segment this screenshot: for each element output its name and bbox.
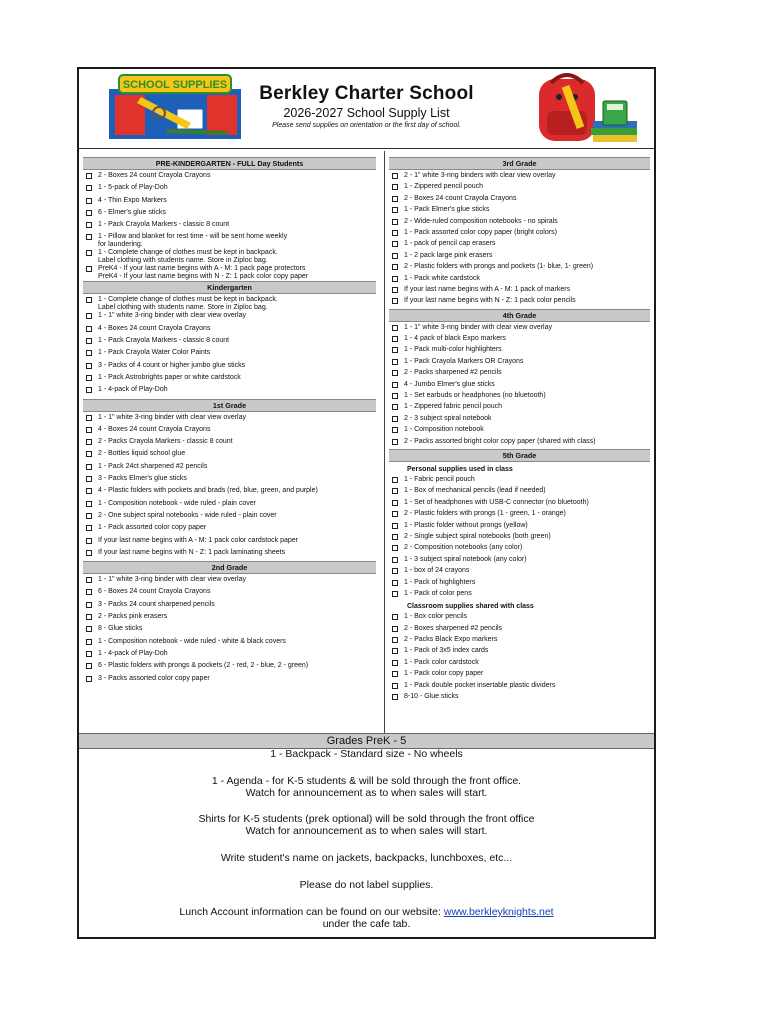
checkbox[interactable] bbox=[392, 253, 398, 259]
supply-item-text: 8 - Glue sticks bbox=[98, 625, 143, 633]
supply-item-text: 2 - Plastic folders with prongs (1 - green, 1 - orange) bbox=[404, 510, 566, 518]
checkbox[interactable] bbox=[86, 614, 92, 620]
school-name: Berkley Charter School bbox=[259, 83, 474, 104]
supply-item bbox=[389, 252, 650, 263]
supply-item-text: 1 - Pack Crayola Markers - classic 8 count bbox=[98, 221, 230, 229]
supply-item-text: 1 - Complete change of clothes must be kept in backpack. Label clothing with students name. Store in Ziploc bag. bbox=[98, 249, 278, 265]
supply-item-text: 1 - Fabric pencil pouch bbox=[404, 475, 475, 483]
supply-item-text: 2 - Boxes 24 count Crayola Crayons bbox=[98, 172, 211, 179]
supply-item-text: 2 - Packs pink erasers bbox=[98, 613, 168, 621]
checkbox[interactable] bbox=[392, 393, 398, 399]
supply-item-text: 1 - Plastic folder without prongs (yellow) bbox=[404, 521, 528, 529]
supply-item-text: 1 - Pack white cardstock bbox=[404, 274, 480, 282]
checkbox[interactable] bbox=[86, 488, 92, 494]
supply-item bbox=[83, 537, 376, 549]
supply-item-text: If your last name begins with N - Z: 1 pack color pencils bbox=[404, 297, 576, 305]
checkbox[interactable] bbox=[392, 336, 398, 342]
checkbox[interactable] bbox=[392, 694, 398, 700]
checkbox[interactable] bbox=[392, 557, 398, 563]
supply-item bbox=[389, 682, 650, 693]
supply-item bbox=[83, 426, 376, 438]
supply-item bbox=[389, 544, 650, 555]
checkbox[interactable] bbox=[392, 298, 398, 304]
supply-item-text: 1 - Pack color copy paper bbox=[404, 670, 484, 678]
section-heading: 5th Grade bbox=[389, 449, 650, 462]
left-column bbox=[83, 157, 376, 687]
supply-item bbox=[83, 325, 376, 337]
backpack-note: 1 - Backpack - Standard size - No wheels bbox=[270, 748, 463, 760]
svg-text:SCHOOL SUPPLIES: SCHOOL SUPPLIES bbox=[122, 79, 228, 91]
supply-item bbox=[389, 218, 650, 229]
supply-item-text: 1 - 3 subject spiral notebook (any color) bbox=[404, 555, 527, 563]
supply-item bbox=[389, 636, 650, 647]
checkbox[interactable] bbox=[392, 660, 398, 666]
checkbox[interactable] bbox=[86, 234, 92, 240]
supply-item-text: 1 - Composition notebook - wide ruled - white & black covers bbox=[98, 637, 286, 645]
checkbox[interactable] bbox=[86, 525, 92, 531]
supply-item bbox=[83, 463, 376, 475]
supply-item bbox=[389, 415, 650, 426]
checkbox[interactable] bbox=[392, 276, 398, 282]
supply-item-text: 2 - Wide-ruled composition notebooks - no spirals bbox=[404, 217, 558, 225]
checkbox[interactable] bbox=[86, 222, 92, 228]
checkbox[interactable] bbox=[392, 173, 398, 179]
checkbox[interactable] bbox=[86, 651, 92, 657]
checkbox[interactable] bbox=[86, 663, 92, 669]
checkbox[interactable] bbox=[86, 550, 92, 556]
checkbox[interactable] bbox=[86, 476, 92, 482]
supply-item bbox=[389, 346, 650, 357]
checkbox[interactable] bbox=[392, 264, 398, 270]
supply-item bbox=[389, 263, 650, 274]
supply-item bbox=[389, 426, 650, 437]
supply-item-text: 1 - Pack of color pens bbox=[404, 589, 472, 597]
supply-item-text: 2 - Boxes 24 count Crayola Crayons bbox=[404, 194, 517, 202]
supply-item bbox=[83, 265, 376, 281]
checkbox[interactable] bbox=[86, 464, 92, 470]
supply-item bbox=[83, 675, 376, 687]
checkbox[interactable] bbox=[392, 511, 398, 517]
supply-item bbox=[389, 670, 650, 681]
checkbox[interactable] bbox=[392, 568, 398, 574]
supply-item bbox=[83, 209, 376, 221]
supply-item bbox=[83, 549, 376, 561]
supply-item bbox=[83, 650, 376, 662]
supply-item bbox=[83, 233, 376, 249]
agenda-note-line1: 1 - Agenda - for K-5 students & will be sold through the front office. bbox=[211, 775, 522, 787]
supply-item-text: 1 - Pack of 3x5 index cards bbox=[404, 647, 489, 655]
supply-item-text: 1 - 1" white 3-ring binder with clear view overlay bbox=[98, 413, 246, 421]
supply-item-text: 1 - Pack multi-color highlighters bbox=[404, 346, 502, 354]
supply-item-text: 3 - Packs Elmer's glue sticks bbox=[98, 475, 187, 483]
supply-item-text: 2 - Packs Crayola Markers - classic 8 count bbox=[98, 438, 233, 446]
supply-item-text: 1 - Pack Astrobrights paper or white cardstock bbox=[98, 373, 241, 381]
supply-item-text: 4 - Boxes 24 count Crayola Crayons bbox=[98, 324, 211, 332]
supply-item bbox=[389, 358, 650, 369]
checkbox[interactable] bbox=[86, 451, 92, 457]
supply-item bbox=[83, 221, 376, 233]
supply-item-text: PreK4 - If your last name begins with A - M: 1 pack page protectors PreK4 - If your last name begins with N - Z: 1 pack color copy paper bbox=[98, 265, 309, 281]
supply-item-text: 1 - Zippered pencil pouch bbox=[404, 183, 483, 191]
checkbox[interactable] bbox=[392, 184, 398, 190]
supply-item bbox=[389, 556, 650, 567]
grades-heading: Grades PreK - 5 bbox=[79, 733, 654, 749]
supply-item-text: 1 - 4-pack of Play-Doh bbox=[98, 649, 168, 657]
supply-item-text: 1 - 1" white 3-ring binder with clear view overlay bbox=[404, 323, 552, 331]
supply-item-text: 4 - Jumbo Elmer's glue sticks bbox=[404, 380, 495, 388]
supply-item-text: 6 - Boxes 24 count Crayola Crayons bbox=[98, 588, 211, 596]
supply-item bbox=[389, 625, 650, 636]
supply-item-text: 1 - 1" white 3-ring binder with clear view overlay bbox=[98, 576, 246, 584]
supply-item-text: 1 - Composition notebook - wide ruled - plain cover bbox=[98, 499, 256, 507]
supply-item-text: If your last name begins with N - Z: 1 pack laminating sheets bbox=[98, 548, 286, 556]
section-heading: 1st Grade bbox=[83, 399, 376, 412]
supply-item-text: 2 - Single subject spiral notebooks (both green) bbox=[404, 532, 551, 540]
supply-item bbox=[83, 197, 376, 209]
checkbox[interactable] bbox=[86, 198, 92, 204]
checkbox[interactable] bbox=[392, 545, 398, 551]
supply-item bbox=[389, 579, 650, 590]
supply-item bbox=[83, 512, 376, 524]
supply-item-text: 1 - Complete change of clothes must be kept in backpack. Label clothing with students name. Store in Ziploc bag. bbox=[98, 296, 278, 312]
supply-item bbox=[83, 249, 376, 265]
checkbox[interactable] bbox=[392, 241, 398, 247]
supply-item-text: 1 - Pack 24ct sharpened #2 pencils bbox=[98, 462, 208, 470]
supply-item bbox=[389, 647, 650, 658]
supply-item bbox=[83, 487, 376, 499]
checkbox[interactable] bbox=[86, 338, 92, 344]
checkbox[interactable] bbox=[392, 477, 398, 483]
supply-item-text: 1 - Box color pencils bbox=[404, 613, 468, 621]
supply-item-text: If your last name begins with A - M: 1 pack color cardstock paper bbox=[98, 536, 298, 544]
checkbox[interactable] bbox=[392, 287, 398, 293]
checkbox[interactable] bbox=[392, 196, 398, 202]
supply-item-text: 1 - Zippered fabric pencil pouch bbox=[404, 403, 503, 411]
checkbox[interactable] bbox=[86, 439, 92, 445]
lunch-prefix: Lunch Account information can be found on our website: bbox=[179, 906, 444, 918]
checkbox[interactable] bbox=[86, 538, 92, 544]
supply-item-text: 1 - Pack Elmer's glue sticks bbox=[404, 206, 490, 214]
checkbox[interactable] bbox=[86, 297, 92, 303]
supply-item bbox=[389, 567, 650, 578]
checkbox[interactable] bbox=[86, 363, 92, 369]
checkbox[interactable] bbox=[392, 523, 398, 529]
checkbox[interactable] bbox=[86, 185, 92, 191]
checkbox[interactable] bbox=[392, 359, 398, 365]
checkbox[interactable] bbox=[392, 580, 398, 586]
supply-item bbox=[389, 659, 650, 670]
supply-item-text: 1 - Pack Crayola Markers OR Crayons bbox=[404, 357, 524, 365]
lunch-note-suffix: under the cafe tab. bbox=[322, 918, 411, 930]
header-divider bbox=[79, 148, 654, 149]
supply-item bbox=[83, 450, 376, 462]
supply-item-text: 4 - Thin Expo Markers bbox=[98, 196, 167, 204]
column-divider bbox=[384, 151, 385, 733]
supply-item bbox=[389, 403, 650, 414]
checkbox[interactable] bbox=[392, 626, 398, 632]
checkbox[interactable] bbox=[86, 676, 92, 682]
supply-item-text: 1 - 5-pack of Play-Doh bbox=[98, 184, 168, 192]
supply-item bbox=[389, 183, 650, 194]
checkbox[interactable] bbox=[86, 266, 92, 272]
supply-item bbox=[389, 324, 650, 335]
supply-item-text: 1 - pack of pencil cap erasers bbox=[404, 240, 496, 248]
supply-item bbox=[83, 638, 376, 650]
section-heading: Kindergarten bbox=[83, 281, 376, 294]
supply-item bbox=[389, 533, 650, 544]
supply-item bbox=[389, 369, 650, 380]
checkbox[interactable] bbox=[392, 230, 398, 236]
supply-item bbox=[389, 613, 650, 624]
supply-item-text: 1 - Set of headphones with USB-C connector (no bluetooth) bbox=[404, 498, 589, 506]
supply-item bbox=[83, 438, 376, 450]
supply-item bbox=[389, 275, 650, 286]
section-heading: 2nd Grade bbox=[83, 561, 376, 574]
supply-item bbox=[389, 487, 650, 498]
subsection-label: Personal supplies used in class bbox=[407, 465, 513, 473]
checkbox[interactable] bbox=[86, 602, 92, 608]
supply-item-text: 1 - Pack assorted color copy paper (bright colors) bbox=[404, 228, 557, 236]
supply-item bbox=[389, 510, 650, 521]
supply-item bbox=[389, 172, 650, 183]
supply-item-text: 1 - Box of mechanical pencils (lead if needed) bbox=[404, 487, 546, 495]
section-heading: 4th Grade bbox=[389, 309, 650, 322]
supply-item bbox=[83, 625, 376, 637]
supply-item-text: 1 - 4-pack of Play-Doh bbox=[98, 386, 168, 394]
supply-item-text: 2 - Plastic folders with prongs and pockets (1- blue, 1- green) bbox=[404, 263, 594, 271]
supply-item bbox=[389, 392, 650, 403]
supply-item bbox=[83, 349, 376, 361]
header-note: Please send supplies on orientation or the first day of school. bbox=[272, 122, 461, 129]
supply-item bbox=[389, 438, 650, 449]
supply-item-text: 2 - Packs Black Expo markers bbox=[404, 636, 498, 644]
checkbox[interactable] bbox=[392, 382, 398, 388]
checkbox[interactable] bbox=[392, 614, 398, 620]
checkbox[interactable] bbox=[86, 350, 92, 356]
supply-item-text: 1 - Pack Crayola Markers - classic 8 count bbox=[98, 337, 230, 345]
supply-item-text: 2 - Composition notebooks (any color) bbox=[404, 544, 523, 552]
supply-item-text: 3 - Packs 24 count sharpened pencils bbox=[98, 600, 215, 608]
supply-item bbox=[83, 337, 376, 349]
supply-item-text: 4 - Boxes 24 count Crayola Crayons bbox=[98, 425, 211, 433]
checkbox[interactable] bbox=[392, 500, 398, 506]
supply-item bbox=[83, 414, 376, 426]
supply-item bbox=[83, 172, 376, 184]
checkbox[interactable] bbox=[86, 210, 92, 216]
supply-item-text: 1 - Pack double pocket insertable plastic dividers bbox=[404, 681, 556, 689]
checkbox[interactable] bbox=[392, 637, 398, 643]
checkbox[interactable] bbox=[392, 404, 398, 410]
supply-item-text: 2 - 1" white 3-ring binders with clear view overlay bbox=[404, 172, 556, 179]
supply-item bbox=[83, 296, 376, 312]
checkbox[interactable] bbox=[86, 326, 92, 332]
lunch-note bbox=[79, 906, 654, 918]
supply-item bbox=[83, 601, 376, 613]
supply-item bbox=[389, 590, 650, 601]
supply-list-frame bbox=[77, 67, 656, 939]
checkbox[interactable] bbox=[86, 415, 92, 421]
checkbox[interactable] bbox=[392, 488, 398, 494]
supply-item-text: 8-10 - Glue sticks bbox=[404, 693, 459, 701]
supply-item bbox=[83, 576, 376, 588]
supply-item-text: 1 - 1" white 3-ring binder with clear view overlay bbox=[98, 312, 246, 320]
supply-item bbox=[83, 662, 376, 674]
checkbox[interactable] bbox=[86, 427, 92, 433]
checkbox[interactable] bbox=[86, 513, 92, 519]
supply-item bbox=[389, 195, 650, 206]
supply-item bbox=[389, 206, 650, 217]
supply-item-text: 1 - Pack assorted color copy paper bbox=[98, 524, 207, 532]
supply-item-text: 1 - box of 24 crayons bbox=[404, 567, 470, 575]
list-title: 2026-2027 School Supply List bbox=[283, 106, 450, 120]
no-label-note: Please do not label supplies. bbox=[299, 879, 434, 891]
supply-item bbox=[389, 476, 650, 487]
checkbox[interactable] bbox=[392, 416, 398, 422]
supply-item-text: 4 - Plastic folders with pockets and brads (red, blue, green, and purple) bbox=[98, 487, 318, 495]
supply-item-text: 1 - 4 pack of black Expo markers bbox=[404, 335, 506, 343]
checkbox[interactable] bbox=[392, 591, 398, 597]
checkbox[interactable] bbox=[392, 671, 398, 677]
supply-item bbox=[389, 693, 650, 704]
supply-item-text: 6 - Plastic folders with prongs & pockets (2 - red, 2 - blue, 2 - green) bbox=[98, 662, 309, 670]
checkbox[interactable] bbox=[392, 347, 398, 353]
right-column bbox=[389, 157, 650, 704]
supply-item-text: 1 - Pillow and blanket for rest time - will be sent home weekly for laundering. bbox=[98, 233, 288, 249]
checkbox[interactable] bbox=[392, 427, 398, 433]
supply-item-text: 2 - One subject spiral notebooks - wide ruled - plain cover bbox=[98, 511, 277, 519]
supply-item-text: 1 - Pack of highlighters bbox=[404, 578, 476, 586]
supply-item-text: 3 - Packs of 4 count or higher jumbo glue sticks bbox=[98, 361, 246, 369]
shirts-note-line1: Shirts for K-5 students (prek optional) will be sold through the front office bbox=[198, 813, 535, 825]
supply-item bbox=[389, 286, 650, 297]
checkbox[interactable] bbox=[392, 219, 398, 225]
supply-item bbox=[83, 374, 376, 386]
agenda-note-line2: Watch for announcement as to when sales will start. bbox=[245, 787, 488, 799]
checkbox[interactable] bbox=[392, 207, 398, 213]
supply-item bbox=[83, 386, 376, 398]
supply-item bbox=[83, 362, 376, 374]
supply-item-text: If your last name begins with A - M: 1 pack of markers bbox=[404, 285, 571, 293]
checkbox[interactable] bbox=[86, 375, 92, 381]
supply-item-text: 2 - Packs sharpened #2 pencils bbox=[404, 369, 502, 377]
supply-item-text: 2 - 3 subject spiral notebook bbox=[404, 414, 492, 422]
checkbox[interactable] bbox=[86, 577, 92, 583]
names-note: Write student's name on jackets, backpacks, lunchboxes, etc... bbox=[220, 852, 513, 864]
checkbox[interactable] bbox=[86, 250, 92, 256]
checkbox[interactable] bbox=[86, 501, 92, 507]
checkbox[interactable] bbox=[392, 648, 398, 654]
supply-item bbox=[389, 240, 650, 251]
website-link[interactable]: www.berkleyknights.net bbox=[443, 906, 554, 918]
checkbox[interactable] bbox=[392, 325, 398, 331]
supply-item-text: 2 - Bottles liquid school glue bbox=[98, 450, 186, 458]
supply-item bbox=[389, 381, 650, 392]
supply-item-text: 2 - Packs assorted bright color copy paper (shared with class) bbox=[404, 437, 596, 445]
supply-item bbox=[389, 522, 650, 533]
supply-item bbox=[83, 588, 376, 600]
supply-item bbox=[389, 229, 650, 240]
checkbox[interactable] bbox=[86, 387, 92, 393]
supply-item-text: 1 - Set earbuds or headphones (no bluetooth) bbox=[404, 392, 546, 400]
checkbox[interactable] bbox=[392, 683, 398, 689]
backpack-illustration bbox=[531, 71, 641, 147]
checkbox[interactable] bbox=[86, 173, 92, 179]
checkbox[interactable] bbox=[392, 439, 398, 445]
checkbox[interactable] bbox=[86, 313, 92, 319]
supply-item-text: 1 - Composition notebook bbox=[404, 426, 484, 434]
supply-item-text: 6 - Elmer's glue sticks bbox=[98, 208, 166, 216]
supply-item bbox=[83, 184, 376, 196]
supply-item bbox=[83, 312, 376, 324]
supply-item-text: 2 - Boxes sharpened #2 pencils bbox=[404, 624, 503, 632]
supply-item-text: 3 - Packs assorted color copy paper bbox=[98, 674, 210, 682]
checkbox[interactable] bbox=[86, 589, 92, 595]
supply-item-text: 1 - 2 pack large pink erasers bbox=[404, 251, 493, 259]
supply-item bbox=[83, 475, 376, 487]
supply-item-text: 1 - Pack Crayola Water Color Paints bbox=[98, 349, 211, 357]
supply-item bbox=[83, 500, 376, 512]
supply-item bbox=[83, 524, 376, 536]
page-header bbox=[79, 69, 654, 149]
checkbox[interactable] bbox=[392, 370, 398, 376]
checkbox[interactable] bbox=[392, 534, 398, 540]
checkbox[interactable] bbox=[86, 639, 92, 645]
supply-item bbox=[389, 335, 650, 346]
supply-item-text: 1 - Pack color cardstock bbox=[404, 658, 479, 666]
supply-item bbox=[83, 613, 376, 625]
checkbox[interactable] bbox=[86, 626, 92, 632]
subsection-label: Classroom supplies shared with class bbox=[407, 603, 534, 611]
shirts-note-line2: Watch for announcement as to when sales will start. bbox=[245, 825, 488, 837]
supply-item bbox=[389, 297, 650, 308]
section-heading: 3rd Grade bbox=[389, 157, 650, 170]
section-heading: PRE-KINDERGARTEN - FULL Day Students bbox=[83, 157, 376, 170]
supply-item bbox=[389, 499, 650, 510]
